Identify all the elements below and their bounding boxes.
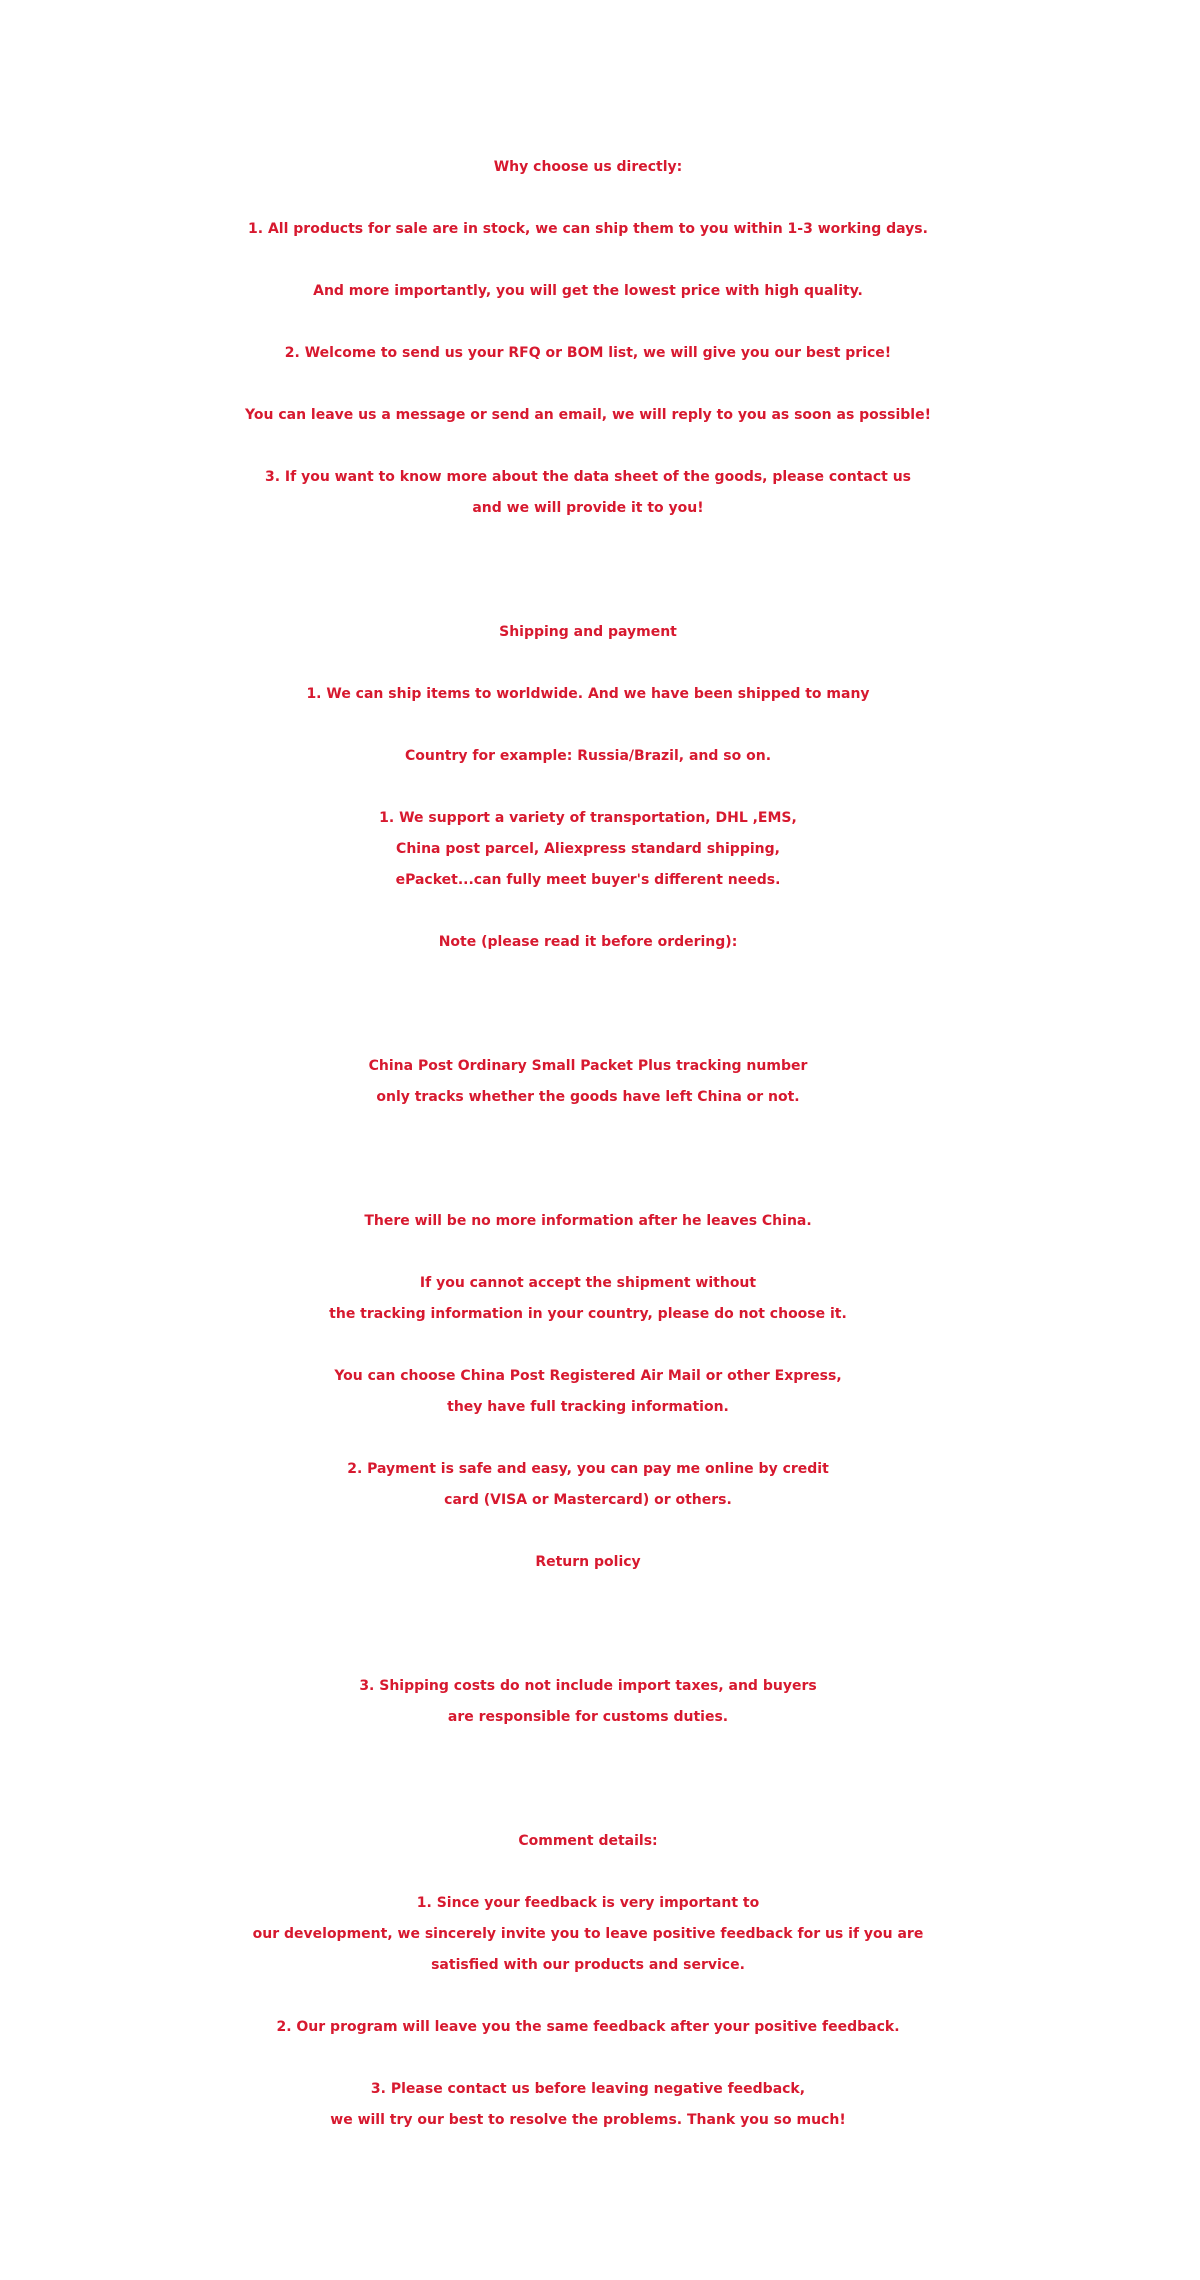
shipping-paragraph-4-line-2: only tracks whether the goods have left China or not. [376,1089,800,1105]
shipping-paragraph-1: 1. We can ship items to worldwide. And we have been shipped to many [306,686,870,702]
why-choose-paragraph-5-line-2: and we will provide it to you! [472,500,704,516]
why-choose-heading: Why choose us directly: [493,159,683,175]
shipping-paragraph-3-line-3: ePacket...can fully meet buyer's different needs. [395,872,781,888]
comments-paragraph-3-line-2: we will try our best to resolve the problems. Thank you so much! [330,2112,846,2128]
return-policy-heading: Return policy [535,1554,641,1570]
why-choose-paragraph-1: 1. All products for sale are in stock, we can ship them to you within 1-3 working days. [248,221,928,237]
shipping-paragraph-6-line-2: the tracking information in your country, please do not choose it. [329,1306,847,1322]
shipping-paragraph-6-line-1: If you cannot accept the shipment without [419,1275,757,1291]
shipping-paragraph-3-line-2: China post parcel, Aliexpress standard shipping, [396,841,780,857]
why-choose-paragraph-2: And more importantly, you will get the lowest price with high quality. [313,283,863,299]
shipping-paragraph-7-line-1: You can choose China Post Registered Air Mail or other Express, [334,1368,842,1384]
shipping-paragraph-5: There will be no more information after he leaves China. [364,1213,812,1229]
shipping-heading: Shipping and payment [499,624,677,640]
shipping-paragraph-9-line-1: 3. Shipping costs do not include import taxes, and buyers [359,1678,817,1694]
shipping-note: Note (please read it before ordering): [438,934,738,950]
comments-paragraph-1-line-3: satisfied with our products and service. [431,1957,745,1973]
shipping-paragraph-4-line-1: China Post Ordinary Small Packet Plus tracking number [368,1058,808,1074]
shipping-paragraph-9-line-2: are responsible for customs duties. [447,1709,729,1725]
comments-paragraph-1-line-2: our development, we sincerely invite you to leave positive feedback for us if you are [252,1926,924,1942]
comments-paragraph-3-line-1: 3. Please contact us before leaving negative feedback, [370,2081,806,2097]
shipping-paragraph-3-line-1: 1. We support a variety of transportation, DHL ,EMS, [379,810,797,826]
why-choose-paragraph-4: You can leave us a message or send an email, we will reply to you as soon as possible! [245,407,931,423]
shipping-paragraph-7-line-2: they have full tracking information. [447,1399,729,1415]
why-choose-paragraph-5-line-1: 3. If you want to know more about the data sheet of the goods, please contact us [264,469,912,485]
comments-paragraph-2: 2. Our program will leave you the same feedback after your positive feedback. [276,2019,900,2035]
shipping-paragraph-8-line-1: 2. Payment is safe and easy, you can pay me online by credit [347,1461,829,1477]
comments-heading: Comment details: [518,1833,658,1849]
why-choose-paragraph-3: 2. Welcome to send us your RFQ or BOM list, we will give you our best price! [284,345,892,361]
comments-paragraph-1-line-1: 1. Since your feedback is very important to [416,1895,760,1911]
shipping-paragraph-8-line-2: card (VISA or Mastercard) or others. [444,1492,732,1508]
shipping-paragraph-2: Country for example: Russia/Brazil, and so on. [404,748,772,764]
